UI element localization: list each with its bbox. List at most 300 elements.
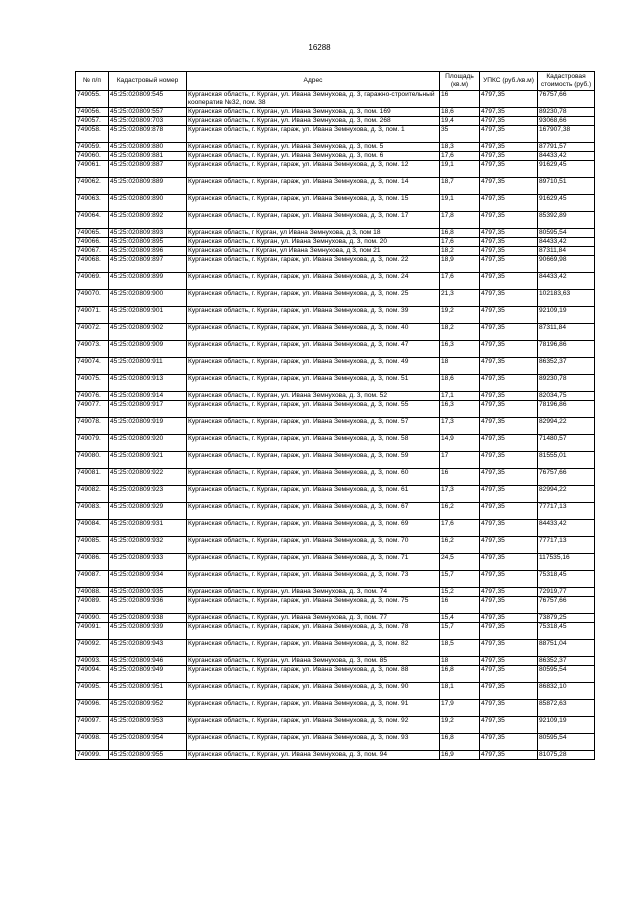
area: 15,2 xyxy=(440,588,480,597)
cadastral-number: 45:25:020809:913 xyxy=(109,375,187,392)
cadastral-cost: 92109,19 xyxy=(538,307,595,324)
cadastral-cost: 89230,78 xyxy=(538,108,595,117)
cadastral-number: 45:25:020809:935 xyxy=(109,588,187,597)
row-number: 749076. xyxy=(76,392,109,401)
table-row xyxy=(76,469,595,486)
cadastral-number: 45:25:020809:917 xyxy=(109,401,187,418)
table-row xyxy=(76,571,595,588)
upks: 4797,35 xyxy=(480,247,538,256)
address: Курганская область, г. Курган, ул. Ивана Земнухова, д. 3, пом. 74 xyxy=(187,588,440,597)
upks: 4797,35 xyxy=(480,666,538,683)
upks: 4797,35 xyxy=(480,212,538,229)
address: Курганская область, г. Курган, ул. Ивана Земнухова, д. 3, пом. 85 xyxy=(187,657,440,666)
cadastral-cost: 73879,25 xyxy=(538,614,595,623)
area: 14,9 xyxy=(440,435,480,452)
cadastral-number: 45:25:020809:890 xyxy=(109,195,187,212)
row-number: 749096. xyxy=(76,700,109,717)
address: Курганская область, г. Курган, гараж, ул. Ивана Земнухова, д. 3, пом. 39 xyxy=(187,307,440,324)
table-row xyxy=(76,247,595,256)
upks: 4797,35 xyxy=(480,623,538,640)
cadastral-cost: 76757,66 xyxy=(538,597,595,614)
table-row xyxy=(76,143,595,152)
address: Курганская область, г. Курган, ул. Ивана Земнухова, д. 3, пом. 52 xyxy=(187,392,440,401)
cadastral-number: 45:25:020809:893 xyxy=(109,229,187,238)
cadastral-number: 45:25:020809:953 xyxy=(109,717,187,734)
upks: 4797,35 xyxy=(480,435,538,452)
row-number: 749086. xyxy=(76,554,109,571)
cadastral-cost: 82034,75 xyxy=(538,392,595,401)
row-number: 749090. xyxy=(76,614,109,623)
area: 15,7 xyxy=(440,571,480,588)
upks: 4797,35 xyxy=(480,469,538,486)
area: 17,6 xyxy=(440,238,480,247)
cadastral-number: 45:25:020809:934 xyxy=(109,571,187,588)
cadastral-number: 45:25:020809:887 xyxy=(109,161,187,178)
cadastral-cost: 84433,42 xyxy=(538,238,595,247)
row-number: 749074. xyxy=(76,358,109,375)
cadastral-number: 45:25:020809:902 xyxy=(109,324,187,341)
row-number: 749064. xyxy=(76,212,109,229)
table-row xyxy=(76,229,595,238)
address: Курганская область, г. Курган, гараж, ул. Ивана Земнухова, д. 3, пом. 12 xyxy=(187,161,440,178)
upks: 4797,35 xyxy=(480,126,538,143)
upks: 4797,35 xyxy=(480,195,538,212)
cadastral-number: 45:25:020809:909 xyxy=(109,341,187,358)
cadastral-number: 45:25:020809:911 xyxy=(109,358,187,375)
cadastral-cost: 167907,38 xyxy=(538,126,595,143)
area: 18,6 xyxy=(440,108,480,117)
upks: 4797,35 xyxy=(480,152,538,161)
cadastral-cost: 81555,01 xyxy=(538,452,595,469)
table-row xyxy=(76,238,595,247)
cadastral-cost: 87791,57 xyxy=(538,143,595,152)
table-row xyxy=(76,537,595,554)
address: Курганская область, г. Курган, гараж, ул. Ивана Земнухова, д. 3, пом. 24 xyxy=(187,273,440,290)
cadastral-cost: 72919,77 xyxy=(538,588,595,597)
upks: 4797,35 xyxy=(480,571,538,588)
table-row xyxy=(76,666,595,683)
upks: 4797,35 xyxy=(480,324,538,341)
address: Курганская область, г. Курган, ул. Ивана Земнухова, д. 3, пом. 20 xyxy=(187,238,440,247)
upks: 4797,35 xyxy=(480,117,538,126)
address: Курганская область, г. Курган, гараж, ул. Ивана Земнухова, д. 3, пом. 14 xyxy=(187,178,440,195)
area: 16,3 xyxy=(440,341,480,358)
address: Курганская область, г. Курган, ул. Ивана Земнухова, д. 3, пом. 77 xyxy=(187,614,440,623)
table-row xyxy=(76,520,595,537)
row-number: 749078. xyxy=(76,418,109,435)
cadastral-cost: 81075,28 xyxy=(538,751,595,760)
area: 18,2 xyxy=(440,324,480,341)
address: Курганская область, г. Курган, гараж, ул. Ивана Земнухова, д. 3, пом. 15 xyxy=(187,195,440,212)
cadastral-number: 45:25:020809:954 xyxy=(109,734,187,751)
cadastral-cost: 89710,51 xyxy=(538,178,595,195)
cadastral-cost: 84433,42 xyxy=(538,273,595,290)
cadastral-number: 45:25:020809:946 xyxy=(109,657,187,666)
row-number: 749071. xyxy=(76,307,109,324)
address: Курганская область, г. Курган, гараж, ул. Ивана Земнухова, д. 3, пом. 67 xyxy=(187,503,440,520)
table-row xyxy=(76,640,595,657)
upks: 4797,35 xyxy=(480,375,538,392)
cadastral-number: 45:25:020809:952 xyxy=(109,700,187,717)
upks: 4797,35 xyxy=(480,256,538,273)
upks: 4797,35 xyxy=(480,91,538,108)
cadastral-number: 45:25:020809:557 xyxy=(109,108,187,117)
row-number: 749057. xyxy=(76,117,109,126)
cadastral-cost: 80595,54 xyxy=(538,666,595,683)
address: Курганская область, г. Курган, ул. Ивана Земнухова, д. 3, пом. 268 xyxy=(187,117,440,126)
cadastral-number: 45:25:020809:895 xyxy=(109,238,187,247)
address: Курганская область, г. Курган, гараж, ул. Ивана Земнухова, д. 3, пом. 73 xyxy=(187,571,440,588)
cadastral-number: 45:25:020809:919 xyxy=(109,418,187,435)
row-number: 749067. xyxy=(76,247,109,256)
cadastral-number: 45:25:020809:889 xyxy=(109,178,187,195)
cadastral-number: 45:25:020809:932 xyxy=(109,537,187,554)
area: 19,1 xyxy=(440,161,480,178)
row-number: 749079. xyxy=(76,435,109,452)
cadastral-cost: 91629,45 xyxy=(538,195,595,212)
row-number: 749077. xyxy=(76,401,109,418)
upks: 4797,35 xyxy=(480,503,538,520)
cadastral-cost: 75318,45 xyxy=(538,571,595,588)
upks: 4797,35 xyxy=(480,520,538,537)
area: 16,2 xyxy=(440,503,480,520)
cadastral-cost: 91629,45 xyxy=(538,161,595,178)
cadastral-cost: 86352,37 xyxy=(538,358,595,375)
row-number: 749094. xyxy=(76,666,109,683)
area: 19,2 xyxy=(440,307,480,324)
cadastral-cost: 93068,66 xyxy=(538,117,595,126)
address: Курганская область, г. Курган, ул. Ивана Земнухова, д. 3, пом. 169 xyxy=(187,108,440,117)
address: Курганская область, г. Курган, гараж, ул. Ивана Земнухова, д. 3, пом. 88 xyxy=(187,666,440,683)
address: Курганская область, г. Курган, гараж, ул. Ивана Земнухова, д. 3, пом. 1 xyxy=(187,126,440,143)
cadastral-number: 45:25:020809:878 xyxy=(109,126,187,143)
header-cadastral-cost: Кадастровая стоимость (руб.) xyxy=(538,72,595,91)
cadastral-cost: 86352,37 xyxy=(538,657,595,666)
area: 17,8 xyxy=(440,212,480,229)
area: 16 xyxy=(440,597,480,614)
area: 16,8 xyxy=(440,229,480,238)
row-number: 749075. xyxy=(76,375,109,392)
row-number: 749065. xyxy=(76,229,109,238)
cadastral-number: 45:25:020809:933 xyxy=(109,554,187,571)
table-row xyxy=(76,418,595,435)
address: Курганская область, г. Курган, ул. Ивана Земнухова, д. 3, пом. 5 xyxy=(187,143,440,152)
address: Курганская область, г Курган, ул Ивана Земнухова, д 3, пом 21 xyxy=(187,247,440,256)
cadastral-cost: 92109,19 xyxy=(538,717,595,734)
row-number: 749072. xyxy=(76,324,109,341)
area: 16,9 xyxy=(440,751,480,760)
cadastral-number: 45:25:020809:936 xyxy=(109,597,187,614)
address: Курганская область, г. Курган, гараж, ул. Ивана Земнухова, д. 3, пом. 91 xyxy=(187,700,440,717)
area: 17,9 xyxy=(440,700,480,717)
cadastral-number: 45:25:020809:892 xyxy=(109,212,187,229)
upks: 4797,35 xyxy=(480,392,538,401)
header-upks: УПКС (руб./кв.м) xyxy=(480,72,538,91)
upks: 4797,35 xyxy=(480,700,538,717)
header-number: № п/п xyxy=(76,72,109,91)
upks: 4797,35 xyxy=(480,418,538,435)
cadastral-number: 45:25:020809:949 xyxy=(109,666,187,683)
cadastral-number: 45:25:020809:938 xyxy=(109,614,187,623)
address: Курганская область, г. Курган, гараж, ул. Ивана Земнухова, д. 3, пом. 40 xyxy=(187,324,440,341)
upks: 4797,35 xyxy=(480,588,538,597)
cadastral-cost: 77717,13 xyxy=(538,503,595,520)
area: 18,3 xyxy=(440,143,480,152)
area: 17,3 xyxy=(440,486,480,503)
table-row xyxy=(76,503,595,520)
upks: 4797,35 xyxy=(480,358,538,375)
upks: 4797,35 xyxy=(480,597,538,614)
row-number: 749056. xyxy=(76,108,109,117)
address: Курганская область, г. Курган, гараж, ул. Ивана Земнухова, д. 3, пом. 69 xyxy=(187,520,440,537)
cadastral-cost: 78196,86 xyxy=(538,401,595,418)
table-row xyxy=(76,178,595,195)
cadastral-number: 45:25:020809:920 xyxy=(109,435,187,452)
address: Курганская область, г. Курган, гараж, ул. Ивана Земнухова, д. 3, пом. 70 xyxy=(187,537,440,554)
upks: 4797,35 xyxy=(480,161,538,178)
area: 19,2 xyxy=(440,717,480,734)
upks: 4797,35 xyxy=(480,683,538,700)
row-number: 749099. xyxy=(76,751,109,760)
cadastral-number: 45:25:020809:929 xyxy=(109,503,187,520)
row-number: 749088. xyxy=(76,588,109,597)
area: 16 xyxy=(440,469,480,486)
area: 16,2 xyxy=(440,537,480,554)
address: Курганская область, г. Курган, гараж, ул. Ивана Земнухова, д. 3, пом. 25 xyxy=(187,290,440,307)
cadastral-number: 45:25:020809:922 xyxy=(109,469,187,486)
upks: 4797,35 xyxy=(480,341,538,358)
address: Курганская область, г. Курган, гараж, ул. Ивана Земнухова, д. 3, пом. 55 xyxy=(187,401,440,418)
cadastral-number: 45:25:020809:939 xyxy=(109,623,187,640)
upks: 4797,35 xyxy=(480,734,538,751)
area: 18 xyxy=(440,657,480,666)
cadastral-cost: 88751,04 xyxy=(538,640,595,657)
cadastral-cost: 82994,22 xyxy=(538,418,595,435)
address: Курганская область, г. Курган, гараж, ул. Ивана Земнухова, д. 3, пом. 78 xyxy=(187,623,440,640)
cadastral-number: 45:25:020809:914 xyxy=(109,392,187,401)
upks: 4797,35 xyxy=(480,290,538,307)
upks: 4797,35 xyxy=(480,537,538,554)
address: Курганская область, г. Курган, гараж, ул. Ивана Земнухова, д. 3, пом. 59 xyxy=(187,452,440,469)
table-row xyxy=(76,126,595,143)
table-row xyxy=(76,452,595,469)
row-number: 749081. xyxy=(76,469,109,486)
area: 18,6 xyxy=(440,375,480,392)
upks: 4797,35 xyxy=(480,751,538,760)
upks: 4797,35 xyxy=(480,452,538,469)
area: 35 xyxy=(440,126,480,143)
cadastral-cost: 80595,54 xyxy=(538,229,595,238)
cadastral-number: 45:25:020809:897 xyxy=(109,256,187,273)
upks: 4797,35 xyxy=(480,554,538,571)
table-row xyxy=(76,392,595,401)
cadastral-cost: 85392,89 xyxy=(538,212,595,229)
area: 17,1 xyxy=(440,392,480,401)
table-row xyxy=(76,614,595,623)
row-number: 749063. xyxy=(76,195,109,212)
cadastral-cost: 85872,63 xyxy=(538,700,595,717)
row-number: 749084. xyxy=(76,520,109,537)
cadastral-number: 45:25:020809:901 xyxy=(109,307,187,324)
area: 16,3 xyxy=(440,401,480,418)
table-row xyxy=(76,290,595,307)
row-number: 749082. xyxy=(76,486,109,503)
area: 16,8 xyxy=(440,734,480,751)
cadastral-number: 45:25:020809:921 xyxy=(109,452,187,469)
table-row xyxy=(76,91,595,108)
upks: 4797,35 xyxy=(480,401,538,418)
cadastral-number: 45:25:020809:923 xyxy=(109,486,187,503)
area: 18 xyxy=(440,358,480,375)
cadastral-cost: 87311,84 xyxy=(538,247,595,256)
area: 17 xyxy=(440,452,480,469)
cadastral-cost: 76757,66 xyxy=(538,91,595,108)
cadastral-cost: 71480,57 xyxy=(538,435,595,452)
table-row xyxy=(76,717,595,734)
area: 17,6 xyxy=(440,152,480,161)
table-row xyxy=(76,734,595,751)
row-number: 749070. xyxy=(76,290,109,307)
row-number: 749098. xyxy=(76,734,109,751)
row-number: 749059. xyxy=(76,143,109,152)
upks: 4797,35 xyxy=(480,229,538,238)
table-row xyxy=(76,375,595,392)
cadastral-number: 45:25:020809:703 xyxy=(109,117,187,126)
row-number: 749060. xyxy=(76,152,109,161)
cadastral-cost: 87311,84 xyxy=(538,324,595,341)
row-number: 749061. xyxy=(76,161,109,178)
area: 16 xyxy=(440,91,480,108)
area: 19,1 xyxy=(440,195,480,212)
cadastral-cost: 80595,54 xyxy=(538,734,595,751)
cadastral-number: 45:25:020809:880 xyxy=(109,143,187,152)
address: Курганская область, г. Курган, гараж, ул. Ивана Земнухова, д. 3, пом. 93 xyxy=(187,734,440,751)
cadastral-number: 45:25:020809:931 xyxy=(109,520,187,537)
upks: 4797,35 xyxy=(480,143,538,152)
cadastral-number: 45:25:020809:899 xyxy=(109,273,187,290)
cadastral-cost: 77717,13 xyxy=(538,537,595,554)
address: Курганская область, г. Курган, гараж, ул. Ивана Земнухова, д. 3, пом. 60 xyxy=(187,469,440,486)
table-row xyxy=(76,401,595,418)
cadastral-number: 45:25:020809:545 xyxy=(109,91,187,108)
row-number: 749091. xyxy=(76,623,109,640)
area: 18,9 xyxy=(440,256,480,273)
cadastral-cost: 78196,86 xyxy=(538,341,595,358)
cadastral-cost: 117535,16 xyxy=(538,554,595,571)
cadastral-number: 45:25:020809:896 xyxy=(109,247,187,256)
area: 21,3 xyxy=(440,290,480,307)
table-row xyxy=(76,435,595,452)
row-number: 749068. xyxy=(76,256,109,273)
upks: 4797,35 xyxy=(480,307,538,324)
table-row xyxy=(76,108,595,117)
area: 18,2 xyxy=(440,247,480,256)
address: Курганская область, г. Курган, гараж, ул. Ивана Земнухова, д. 3, пом. 71 xyxy=(187,554,440,571)
area: 17,6 xyxy=(440,520,480,537)
cadastral-cost: 82994,22 xyxy=(538,486,595,503)
address: Курганская область, г. Курган, гараж, ул. Ивана Земнухова, д. 3, пом. 47 xyxy=(187,341,440,358)
table-row xyxy=(76,554,595,571)
area: 16,8 xyxy=(440,666,480,683)
cadastral-cost: 90669,98 xyxy=(538,256,595,273)
row-number: 749093. xyxy=(76,657,109,666)
row-number: 749087. xyxy=(76,571,109,588)
cadastral-number: 45:25:020809:881 xyxy=(109,152,187,161)
address: Курганская область, г. Курган, гараж, ул. Ивана Земнухова, д. 3, пом. 17 xyxy=(187,212,440,229)
row-number: 749073. xyxy=(76,341,109,358)
upks: 4797,35 xyxy=(480,717,538,734)
address: Курганская область, г. Курган, гараж, ул. Ивана Земнухова, д. 3, пом. 90 xyxy=(187,683,440,700)
address: Курганская область, г. Курган, ул. Ивана Земнухова, д. 3, гаражно-строительный кооператив №32, пом. 38 xyxy=(187,91,440,108)
upks: 4797,35 xyxy=(480,486,538,503)
address: Курганская область, г Курган, ул Ивана Земнухова, д 3, пом 18 xyxy=(187,229,440,238)
cadastral-number: 45:25:020809:951 xyxy=(109,683,187,700)
cadastral-cost: 86832,10 xyxy=(538,683,595,700)
cadastral-cost: 102183,63 xyxy=(538,290,595,307)
table-row xyxy=(76,700,595,717)
row-number: 749058. xyxy=(76,126,109,143)
cadastral-number: 45:25:020809:943 xyxy=(109,640,187,657)
row-number: 749062. xyxy=(76,178,109,195)
cadastral-cost: 76757,66 xyxy=(538,469,595,486)
cadastral-cost: 75318,45 xyxy=(538,623,595,640)
cadastral-cost: 89230,78 xyxy=(538,375,595,392)
table-row xyxy=(76,195,595,212)
header-address: Адрес xyxy=(187,72,440,91)
address: Курганская область, г. Курган, гараж, ул. Ивана Земнухова, д. 3, пом. 82 xyxy=(187,640,440,657)
area: 17,6 xyxy=(440,273,480,290)
address: Курганская область, г. Курган, гараж, ул. Ивана Земнухова, д. 3, пом. 61 xyxy=(187,486,440,503)
table-row xyxy=(76,212,595,229)
area: 15,4 xyxy=(440,614,480,623)
registry-table xyxy=(75,71,595,760)
row-number: 749089. xyxy=(76,597,109,614)
area: 18,5 xyxy=(440,640,480,657)
row-number: 749097. xyxy=(76,717,109,734)
row-number: 749055. xyxy=(76,91,109,108)
table-row xyxy=(76,117,595,126)
table-row xyxy=(76,588,595,597)
area: 19,4 xyxy=(440,117,480,126)
cadastral-number: 45:25:020809:900 xyxy=(109,290,187,307)
header-cadastral-number: Кадастровый номер xyxy=(109,72,187,91)
table-header xyxy=(76,72,595,91)
row-number: 749066. xyxy=(76,238,109,247)
upks: 4797,35 xyxy=(480,238,538,247)
table-body xyxy=(76,91,595,760)
table-row xyxy=(76,161,595,178)
row-number: 749085. xyxy=(76,537,109,554)
cadastral-cost: 84433,42 xyxy=(538,152,595,161)
table-row xyxy=(76,623,595,640)
area: 17,3 xyxy=(440,418,480,435)
table-row xyxy=(76,152,595,161)
row-number: 749080. xyxy=(76,452,109,469)
table-row xyxy=(76,683,595,700)
upks: 4797,35 xyxy=(480,614,538,623)
address: Курганская область, г. Курган, гараж, ул. Ивана Земнухова, д. 3, пом. 58 xyxy=(187,435,440,452)
address: Курганская область, г. Курган, гараж, ул. Ивана Земнухова, д. 3, пом. 92 xyxy=(187,717,440,734)
table-row xyxy=(76,341,595,358)
upks: 4797,35 xyxy=(480,178,538,195)
address: Курганская область, г. Курган, ул. Ивана Земнухова, д. 3, пом. 94 xyxy=(187,751,440,760)
cadastral-cost: 84433,42 xyxy=(538,520,595,537)
row-number: 749092. xyxy=(76,640,109,657)
table-row xyxy=(76,486,595,503)
table-row xyxy=(76,657,595,666)
area: 18,7 xyxy=(440,178,480,195)
area: 15,7 xyxy=(440,623,480,640)
